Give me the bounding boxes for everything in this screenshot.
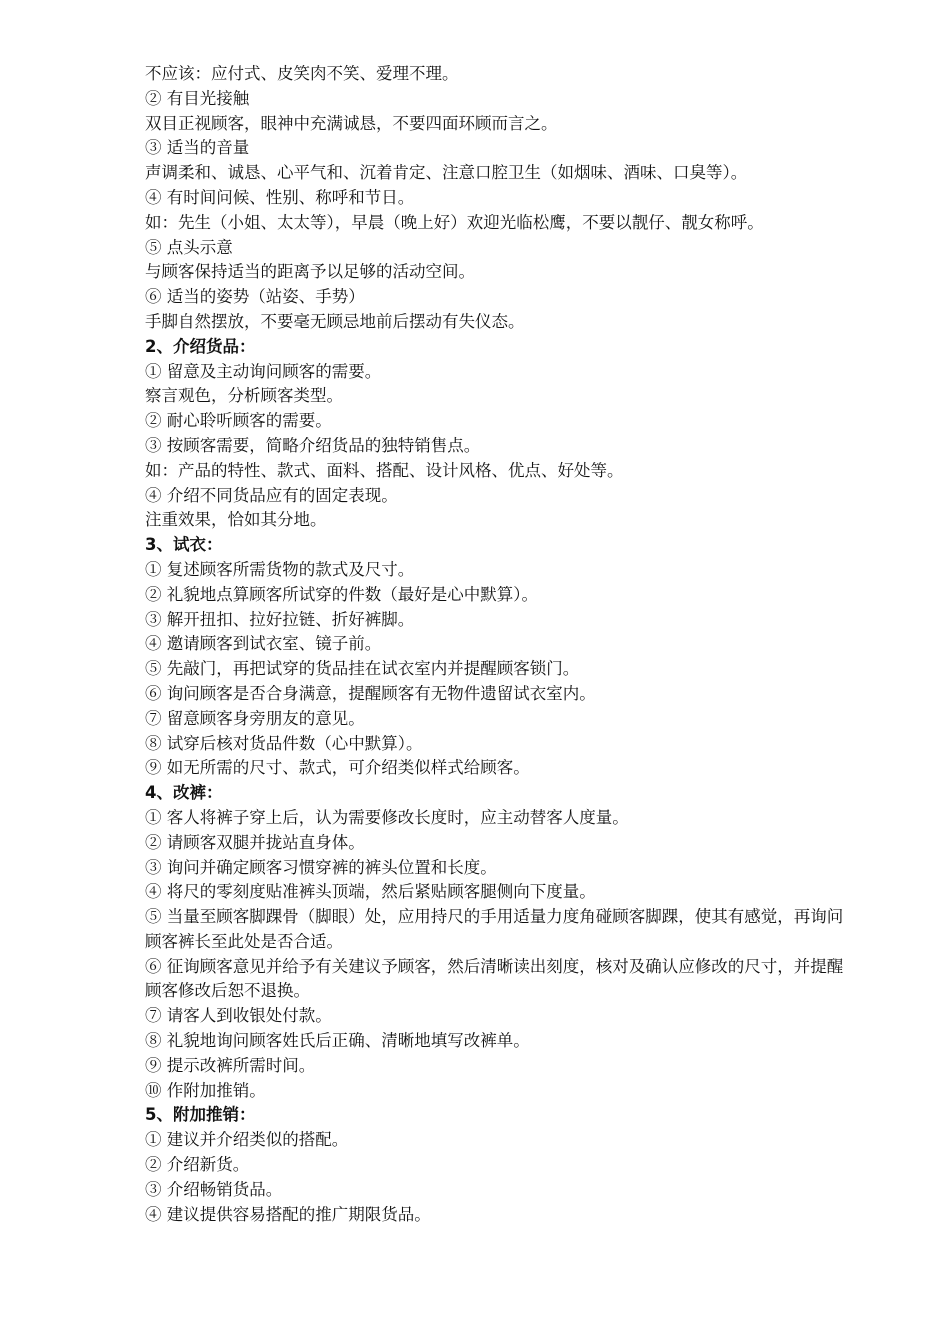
list-item: ⑦ 请客人到收银处付款。	[145, 1006, 332, 1026]
text-line: 如：产品的特性、款式、面料、搭配、设计风格、优点、好处等。	[145, 460, 624, 480]
list-item: ⑤ 当量至顾客脚踝骨（脚眼）处，应用持尺的手用适量力度角碰顾客脚踝，使其有感觉，再询问顾客裤长至此处是否合适。	[145, 907, 844, 951]
list-item: ⑨ 如无所需的尺寸、款式，可介绍类似样式给顾客。	[145, 758, 530, 778]
list-item: ③ 解开扭扣、拉好拉链、折好裤脚。	[145, 609, 415, 629]
text-line: 与顾客保持适当的距离予以足够的活动空间。	[145, 262, 475, 282]
section-heading: 5、附加推销：	[145, 1105, 256, 1125]
list-item: ⑩ 作附加推销。	[145, 1080, 266, 1100]
text-line: 双目正视顾客，眼神中充满诚恳，不要四面环顾而言之。	[145, 113, 558, 133]
text-line: 不应该：应付式、皮笑肉不笑、爱理不理。	[145, 64, 459, 83]
list-item: ③ 按顾客需要，简略介绍货品的独特销售点。	[145, 435, 481, 455]
list-item: ⑧ 试穿后核对货品件数（心中默算）。	[145, 733, 423, 753]
list-item: ⑦ 留意顾客身旁朋友的意见。	[145, 708, 365, 728]
list-item: ⑨ 提示改裤所需时间。	[145, 1055, 316, 1075]
list-item: ① 留意及主动询问顾客的需要。	[145, 361, 382, 381]
section-heading: 2、介绍货品：	[145, 336, 256, 356]
text-line: 手脚自然摆放，不要毫无顾忌地前后摆动有失仪态。	[145, 311, 525, 331]
list-item: ⑤ 先敲门，再把试穿的货品挂在试衣室内并提醒顾客锁门。	[145, 659, 580, 679]
list-item: ③ 询问并确定顾客习惯穿裤的裤头位置和长度。	[145, 857, 497, 877]
section-heading: 4、改裤：	[145, 783, 223, 803]
list-item: ② 耐心聆听顾客的需要。	[145, 411, 332, 431]
list-item: ④ 将尺的零刻度贴准裤头顶端，然后紧贴顾客腿侧向下度量。	[145, 882, 596, 902]
item-heading: ③ 适当的音量	[145, 138, 250, 158]
text-line: 注重效果，恰如其分地。	[145, 510, 327, 530]
text-line: 察言观色，分析顾客类型。	[145, 386, 343, 406]
item-heading: ⑥ 适当的姿势（站姿、手势）	[145, 287, 365, 307]
list-item: ① 客人将裤子穿上后，认为需要修改长度时，应主动替客人度量。	[145, 807, 629, 827]
list-item: ④ 邀请顾客到试衣室、镜子前。	[145, 634, 382, 654]
list-item: ④ 建议提供容易搭配的推广期限货品。	[145, 1204, 431, 1224]
list-item: ③ 介绍畅销货品。	[145, 1179, 283, 1199]
document-page	[145, 62, 855, 1227]
item-heading: ⑤ 点头示意	[145, 237, 233, 257]
section-heading: 3、试衣：	[145, 535, 223, 555]
list-item: ② 礼貌地点算顾客所试穿的件数（最好是心中默算）。	[145, 584, 538, 604]
item-heading: ④ 有时间问候、性别、称呼和节日。	[145, 187, 415, 207]
list-item: ② 请顾客双腿并拢站直身体。	[145, 832, 365, 852]
item-heading: ② 有目光接触	[145, 88, 250, 108]
list-item: ⑧ 礼貌地询问顾客姓氏后正确、清晰地填写改裤单。	[145, 1031, 530, 1051]
list-item: ② 介绍新货。	[145, 1155, 250, 1175]
list-item: ⑥ 询问顾客是否合身满意，提醒顾客有无物件遗留试衣室内。	[145, 683, 596, 703]
list-item: ① 复述顾客所需货物的款式及尺寸。	[145, 559, 415, 579]
text-line: 如：先生（小姐、太太等），早晨（晚上好）欢迎光临松鹰，不要以靓仔、靓女称呼。	[145, 212, 764, 232]
text-line: 声调柔和、诚恳、心平气和、沉着肯定、注意口腔卫生（如烟味、酒味、口臭等）。	[145, 163, 748, 183]
list-item: ⑥ 征询顾客意见并给予有关建议予顾客，然后清晰读出刻度，核对及确认应修改的尺寸，并提醒顾客修改后恕不退换。	[145, 956, 844, 1001]
list-item: ④ 介绍不同货品应有的固定表现。	[145, 485, 398, 505]
list-item: ① 建议并介绍类似的搭配。	[145, 1130, 349, 1150]
